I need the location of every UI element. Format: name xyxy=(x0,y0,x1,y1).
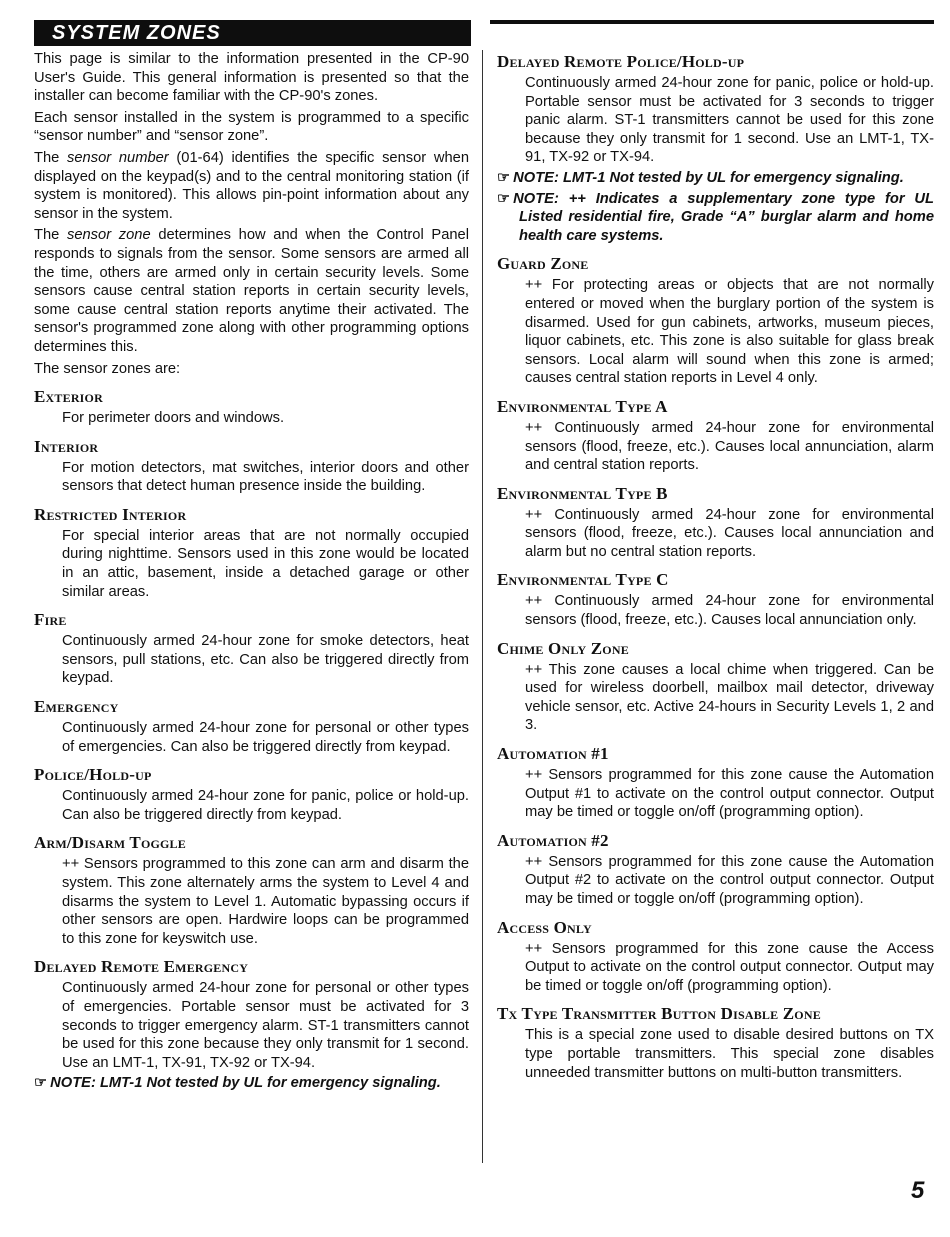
zone-description: Continuously armed 24-hour zone for panic, police or hold-up. Portable sensor must be activated for 3 seconds to trigger panic alarm. ST-1 transmitters cannot be used for this zone because they only transmit for 1 second. Use an LMT-1, TX-91, TX-92 or TX-94. xyxy=(525,75,934,166)
zone-description: ++ This zone causes a local chime when triggered. Can be used for wireless doorbell, mailbox mail detector, driveway vehicle sensor, etc. Active 24-hours in Security Levels 1, 2 and 3. xyxy=(525,661,934,734)
term-sensor-zone: sensor zone xyxy=(67,227,151,244)
column-divider xyxy=(482,50,483,1163)
page-number: 5 xyxy=(911,1177,925,1204)
zone-description: Continuously armed 24-hour zone for personal or other types of emergencies. Portable sensor must be activated for 3 seconds to trigger emergency alarm. ST-1 transmitters cannot be used for this zone because they only transmit for 1 second. Use an LMT-1, TX-91, TX-92 or TX-94. xyxy=(62,980,469,1071)
term-sensor-number: sensor number xyxy=(67,149,169,166)
sensor-number-paragraph: The sensor number (01-64) identifies the specific sensor when displayed on the keypad(s) and to the central monitoring station (if system is monitored). This allows pin-point information about any sensor in the system. xyxy=(34,149,469,222)
zone-description: This is a special zone used to disable desired buttons on TX type portable transmitters. This special zone disables unneeded transmitter buttons on multi-button transmitters. xyxy=(525,1027,934,1081)
note: ☞ NOTE: LMT-1 Not tested by UL for emergency signaling. xyxy=(497,169,904,186)
zone-description: ++ Continuously armed 24-hour zone for environmental sensors (flood, freeze, etc.). Causes local annunciation and alarm but no central station reports. xyxy=(525,506,934,560)
intro-paragraph: Each sensor installed in the system is programmed to a specific “sensor number” and “sensor zone”. xyxy=(34,109,469,145)
pointing-hand-icon: ☞ xyxy=(497,169,511,186)
zone-description: ++ Continuously armed 24-hour zone for environmental sensors (flood, freeze, etc.). Causes local annunciation, alarm and central station reports. xyxy=(525,419,934,474)
zone-heading-environmental-type-a: Environmental Type A xyxy=(497,396,668,416)
zone-heading-environmental-type-c: Environmental Type C xyxy=(497,570,669,590)
pointing-hand-icon: ☞ xyxy=(34,1075,48,1092)
zone-description: ++ Continuously armed 24-hour zone for environmental sensors (flood, freeze, etc.). Causes local annunciation only. xyxy=(525,593,934,629)
right-column xyxy=(497,50,934,1084)
zones-list-intro: The sensor zones are: xyxy=(34,360,181,377)
zone-description: ++ Sensors programmed to this zone can arm and disarm the system. This zone alternately arms the system to Level 4 and disarms the system to Level 1. Automatic bypassing occurs if other sensors are open. Hardwire loops can be programmed to this zone for keyswitch use. xyxy=(62,856,469,947)
zone-heading-environmental-type-b: Environmental Type B xyxy=(497,483,668,503)
zone-heading-restricted-interior: Restricted Interior xyxy=(34,504,187,524)
zone-heading-interior: Interior xyxy=(34,436,99,456)
zone-description: ++ Sensors programmed for this zone cause the Automation Output #1 to activate on the control output connector. Output may be timed or toggle on/off (programming option). xyxy=(525,767,934,821)
zone-heading-automation-1: Automation #1 xyxy=(497,744,609,764)
zone-heading-chime-only-zone: Chime Only Zone xyxy=(497,638,629,658)
zone-heading-arm-disarm-toggle: Arm/Disarm Toggle xyxy=(34,833,186,853)
zone-heading-access-only: Access Only xyxy=(497,917,592,937)
intro-paragraph: This page is similar to the information presented in the CP-90 User's Guide. This general information is presented so that the installer can become familiar with the CP-90's zones. xyxy=(34,51,469,105)
pointing-hand-icon: ☞ xyxy=(497,190,511,207)
zone-heading-exterior: Exterior xyxy=(34,387,103,407)
zone-description: ++ For protecting areas or objects that are not normally entered or moved when the burglary portion of the system is disarmed. Used for gun cabinets, artworks, museum pieces, liquor cabinets, etc. This zone is also suitable for glass break sensors. Local alarm will sound when this zone is armed; causes central station reports in Level 4 only. xyxy=(525,277,934,387)
zone-heading-delayed-remote-police-hold-up: Delayed Remote Police/Hold-up xyxy=(497,52,745,71)
zone-description: For perimeter doors and windows. xyxy=(62,410,285,427)
section-title: SYSTEM ZONES xyxy=(52,22,221,44)
zone-heading-automation-2: Automation #2 xyxy=(497,830,609,850)
zone-heading-tx-type-transmitter-button-disable: Tx Type Transmitter Button Disable Zone xyxy=(497,1004,821,1024)
left-column xyxy=(34,50,469,1095)
zone-description: For motion detectors, mat switches, interior doors and other sensors that detect human presence inside the building. xyxy=(62,459,469,495)
zone-heading-police-hold-up: Police/Hold-up xyxy=(34,765,152,785)
zone-heading-fire: Fire xyxy=(34,610,67,630)
zone-description: Continuously armed 24-hour zone for personal or other types of emergencies. Can also be triggered directly from keypad. xyxy=(62,720,469,755)
zone-description: ++ Sensors programmed for this zone cause the Automation Output #2 to activate on the control output connector. Output may be timed or toggle on/off (programming option). xyxy=(525,853,934,907)
sensor-zone-paragraph: The sensor zone determines how and when the Control Panel responds to signals from the sensor. Some sensors are armed all the time, others are armed only in certain security levels. Some sensors cause central station reports in certain security levels, some cause central station reports anytime their activated. The sensor's programmed zone along with other programming options determines this. xyxy=(34,227,469,355)
note: ☞ NOTE: ++ Indicates a supplementary zone type for UL Listed residential fire, Grade “A” burglar alarm and home health care systems. xyxy=(497,190,934,244)
top-rule xyxy=(490,20,934,24)
zone-description: Continuously armed 24-hour zone for panic, police or hold-up. Can also be triggered directly from keypad. xyxy=(62,788,469,823)
zone-heading-emergency: Emergency xyxy=(34,697,119,717)
section-header-bar xyxy=(34,20,471,46)
zone-description: Continuously armed 24-hour zone for smoke detectors, heat sensors, pull stations, etc. Can also be triggered directly from keypad. xyxy=(62,633,469,687)
zone-heading-delayed-remote-emergency: Delayed Remote Emergency xyxy=(34,957,249,977)
note: ☞ NOTE: LMT-1 Not tested by UL for emergency signaling. xyxy=(34,1075,441,1092)
zone-description: ++ Sensors programmed for this zone cause the Access Output to activate on the control output connector. Output may be timed or toggle on/off (programming option). xyxy=(525,940,934,994)
zone-description: For special interior areas that are not normally occupied during nighttime. Sensors used in this zone would be located in an attic, basement, inside a detached garage or other similar areas. xyxy=(62,527,469,600)
zone-heading-guard-zone: Guard Zone xyxy=(497,254,589,274)
